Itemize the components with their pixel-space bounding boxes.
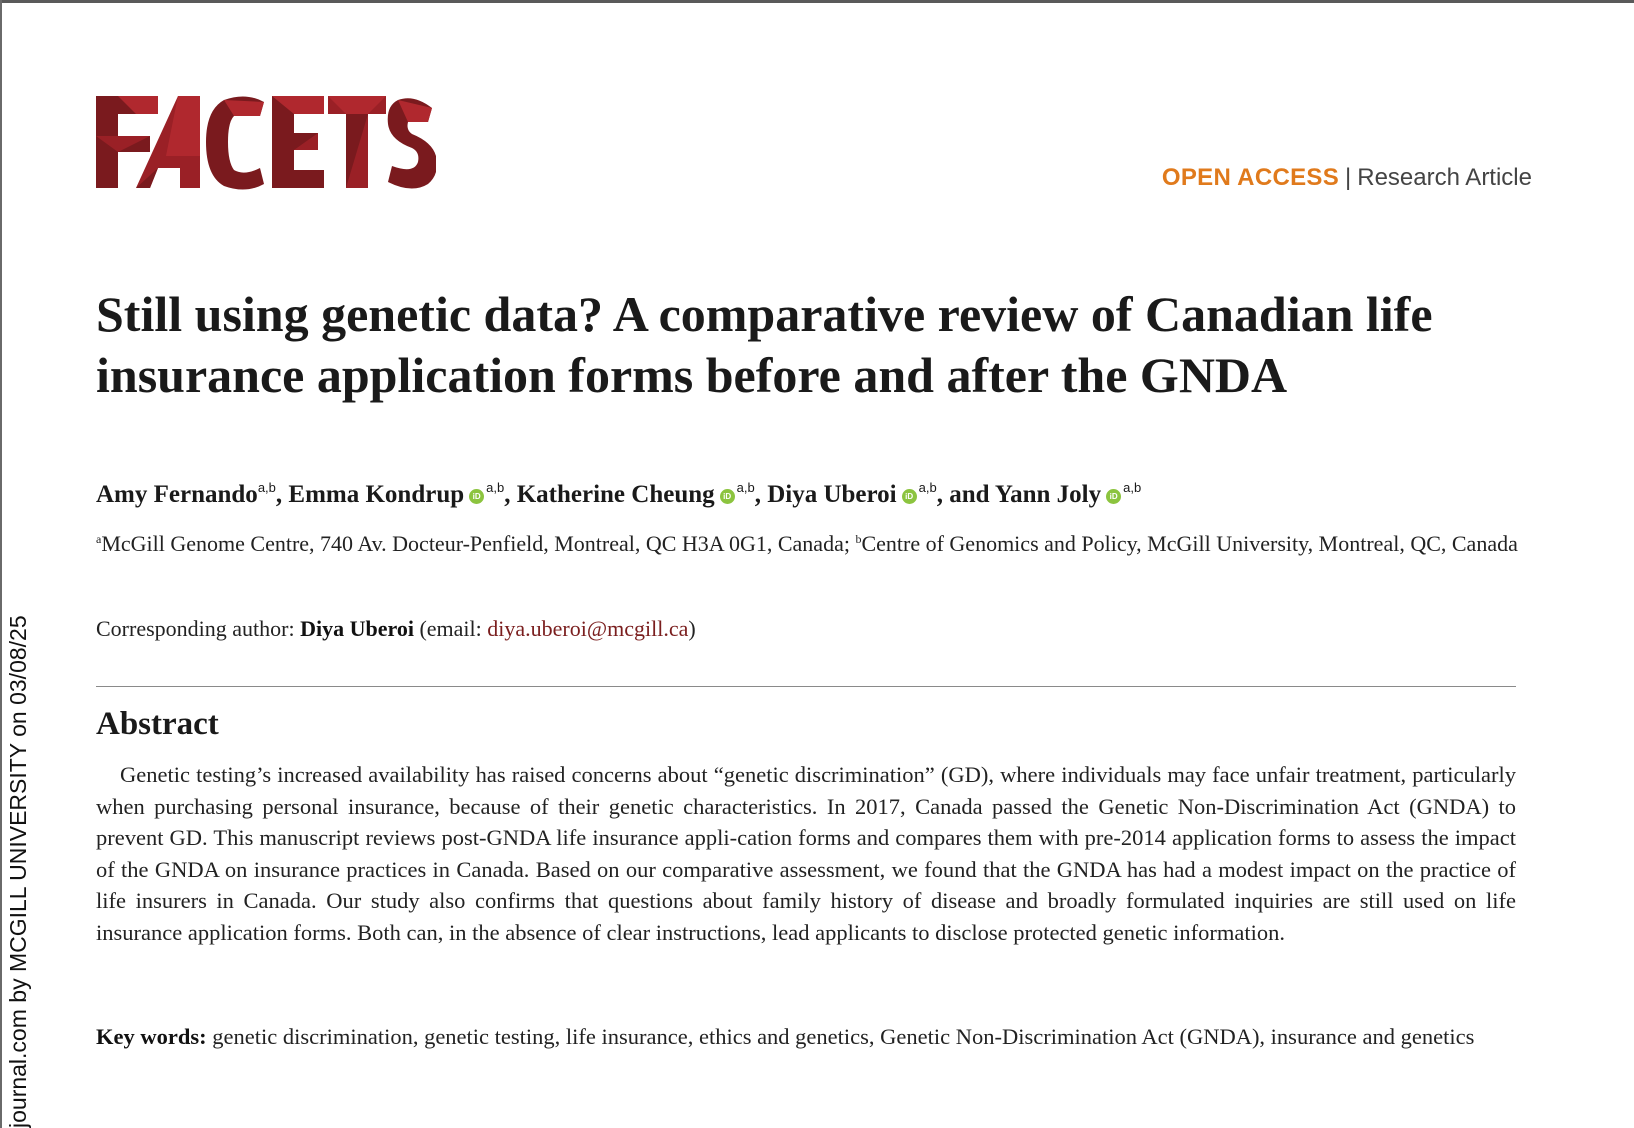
orcid-icon[interactable]: iD bbox=[469, 489, 484, 504]
section-divider bbox=[96, 686, 1516, 687]
author-affiliation-marks: a,b bbox=[918, 480, 937, 495]
corresponding-author: Corresponding author: Diya Uberoi (email: diya.uberoi@mcgill.ca) bbox=[96, 616, 696, 641]
author-name: Emma Kondrup bbox=[288, 481, 465, 508]
email-link[interactable]: diya.uberoi@mcgill.ca bbox=[487, 616, 689, 641]
author-list: Amy Fernando$^{a,b}$, Emma Kondrup iD$^{a,b}$, Katherine Cheung iD$^{a,b}$, Diya Uberoi iD$^{a,b}$, and Yann Joly iD$^{a,b}$ bbox=[96, 480, 1142, 508]
orcid-icon[interactable]: iD bbox=[720, 489, 735, 504]
author-affiliation-marks: a,b bbox=[1123, 480, 1142, 495]
abstract-heading: Abstract bbox=[96, 706, 219, 742]
open-access-label: OPEN ACCESS bbox=[1161, 164, 1340, 191]
keywords bbox=[96, 1021, 1516, 1053]
corresponding-author-name: Diya Uberoi bbox=[300, 616, 414, 641]
page-left-border bbox=[0, 0, 2, 1128]
download-stamp: journal.com by MCGILL UNIVERSITY on 03/08/25 bbox=[5, 615, 31, 1128]
facets-logo bbox=[96, 96, 436, 192]
author-name: Yann Joly bbox=[994, 481, 1102, 508]
author-name: Diya Uberoi bbox=[767, 481, 897, 508]
keywords-text: genetic discrimination, genetic testing, life insurance, ethics and genetics, Genetic Non-Discrimination Act (GNDA), insurance and genetics bbox=[206, 1024, 1475, 1049]
orcid-icon[interactable]: iD bbox=[902, 489, 917, 504]
author-affiliation-marks: a,b bbox=[257, 480, 276, 495]
abstract-text: Genetic testing’s increased availability has raised concerns about “genetic discrimination” (GD), where individuals may face unfair treatment, particularly when purchasing personal insurance, because of their genetic characteristics. In 2017, Canada passed the Genetic Non-Discrimination Act (GNDA) to prevent GD. This manuscript reviews post-GNDA life insurance appli-cation forms and compares them with pre-2014 application forms to assess the impact of the GNDA on insurance practices in Canada. Based on our comparative assessment, we found that the GNDA has had a modest impact on the practice of life insurers in Canada. Our study also confirms that questions about family history of disease and broadly formulated inquiries are still used on life insurance application forms. Both can, in the absence of clear instructions, lead applicants to disclose protected genetic information. bbox=[96, 762, 1516, 945]
author-name: Katherine Cheung bbox=[516, 481, 715, 508]
article-title: Still using genetic data? A comparative review of Canadian life insurance application forms before and after the GNDA bbox=[96, 286, 1433, 403]
author-affiliation-marks: a,b bbox=[486, 480, 505, 495]
orcid-icon[interactable]: iD bbox=[1106, 489, 1121, 504]
author-name: Amy Fernando bbox=[96, 481, 258, 508]
keywords-label: Key words: bbox=[96, 1024, 207, 1049]
affiliations: $^a$McGill Genome Centre, 740 Av. Docteur-Penfield, Montreal, QC H3A 0G1, Canada; $^b$Centre of Genomics and Policy, McGill University, Montreal, QC, Canada bbox=[96, 531, 1518, 556]
author-affiliation-marks: a,b bbox=[736, 480, 755, 495]
article-type-header bbox=[1162, 164, 1532, 192]
article-type-label: Research Article bbox=[1357, 164, 1532, 191]
header-separator: | bbox=[1345, 164, 1352, 191]
page-top-border bbox=[0, 0, 1634, 3]
